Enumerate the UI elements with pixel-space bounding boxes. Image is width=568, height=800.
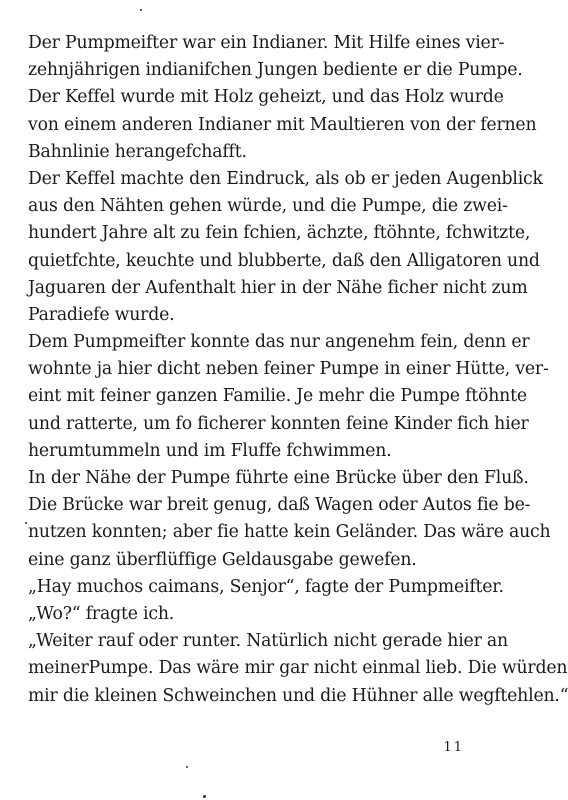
text-line: eine ganz überflüffige Geldausgabe gewefen. — [28, 549, 417, 570]
text-line: wohnte ja hier dicht neben feiner Pumpe in einer Hütte, ver- — [28, 359, 549, 380]
paper-speck — [25, 522, 27, 524]
text-line: „Hay muchos caimans, Senjor“, fagte der Pumpmeifter. — [28, 576, 504, 597]
text-line: meinerPumpe. Das wäre mir gar nicht einmal lieb. Die würden — [28, 658, 568, 679]
text-line: „Weiter rauf oder runter. Natürlich nicht gerade hier an — [28, 631, 508, 652]
text-line: In der Nähe der Pumpe führte eine Brücke über den Fluß. — [28, 468, 529, 488]
text-line: aus den Nähten gehen würde, und die Pumpe, die zwei- — [28, 196, 508, 217]
text-line: Der Keffel wurde mit Holz geheizt, und das Holz wurde — [28, 87, 504, 108]
text-line: Bahnlinie herangefchafft. — [28, 141, 247, 162]
text-line: Jaguaren der Aufenthalt hier in der Nähe ficher nicht zum — [28, 277, 528, 298]
text-line: quietfchte, keuchte und blubberte, daß den Alligatoren und — [28, 250, 540, 271]
page-number: 11 — [443, 740, 464, 755]
text-line: Paradiefe wurde. — [28, 304, 175, 325]
paper-speck — [186, 766, 188, 768]
book-page-text — [28, 30, 568, 710]
text-line: eint mit feiner ganzen Familie. Je mehr die Pumpe ftöhnte — [28, 386, 527, 407]
paper-speck — [203, 795, 206, 798]
text-line: nutzen konnten; aber fie hatte kein Geländer. Das wäre auch — [28, 522, 551, 543]
text-line: und ratterte, um fo ficherer konnten feine Kinder fich hier — [28, 413, 529, 434]
text-line: mir die kleinen Schweinchen und die Hühner alle wegftehlen.“ — [28, 685, 568, 706]
text-line: hundert Jahre alt zu fein fchien, ächzte, ftöhnte, fchwitzte, — [28, 223, 531, 244]
text-line: Die Brücke war breit genug, daß Wagen oder Autos fie be- — [28, 495, 531, 516]
paper-speck — [140, 9, 142, 11]
text-line: herumtummeln und im Fluffe fchwimmen. — [28, 440, 392, 461]
text-line: Dem Pumpmeifter konnte das nur angenehm fein, denn er — [28, 332, 530, 353]
text-line: Der Pumpmeifter war ein Indianer. Mit Hilfe eines vier- — [28, 33, 505, 53]
text-line: „Wo?“ fragte ich. — [28, 603, 175, 624]
text-line: von einem anderen Indianer mit Maultieren von der fernen — [28, 114, 537, 135]
text-line: Der Keffel machte den Eindruck, als ob er jeden Augenblick — [28, 168, 543, 189]
text-line: zehnjährigen indianifchen Jungen bediente er die Pumpe. — [28, 60, 523, 81]
